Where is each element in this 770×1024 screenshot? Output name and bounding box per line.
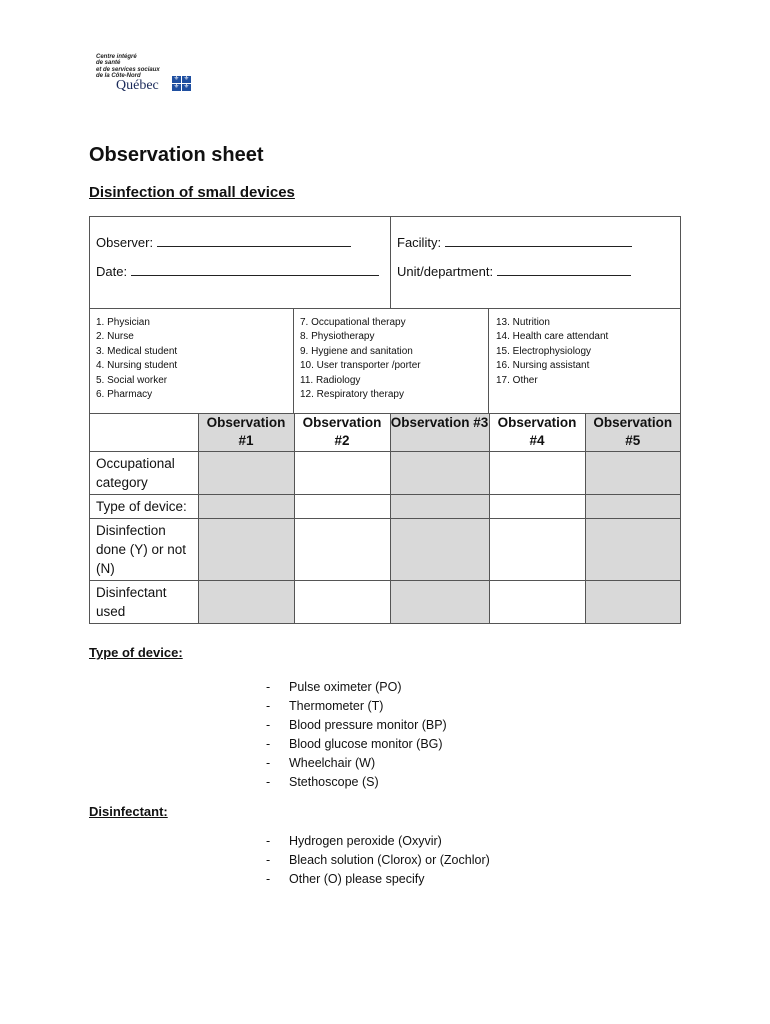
- list-item: - Stethoscope (S): [266, 773, 447, 792]
- observation-4-header: Observation #4: [489, 414, 585, 452]
- observation-cell[interactable]: [489, 519, 585, 581]
- observation-cell[interactable]: [489, 581, 585, 624]
- category-column-1: [96, 316, 177, 402]
- observation-cell[interactable]: [198, 452, 294, 495]
- table-header-row: [90, 414, 680, 452]
- page-subtitle: Disinfection of small devices: [89, 184, 295, 201]
- category-item: 9. Hygiene and sanitation: [300, 345, 413, 357]
- observation-cell[interactable]: [585, 581, 680, 624]
- observation-cell[interactable]: [585, 519, 680, 581]
- list-item: - Bleach solution (Clorox) or (Zochlor): [266, 851, 490, 870]
- observation-cell[interactable]: [489, 452, 585, 495]
- unit-label: Unit/department:: [397, 264, 494, 279]
- list-item: - Wheelchair (W): [266, 754, 447, 773]
- category-column-3: [496, 316, 608, 388]
- date-field[interactable]: [96, 263, 379, 279]
- table-row: [90, 519, 680, 581]
- unit-field[interactable]: [397, 263, 631, 279]
- logo-line: Centre intégré: [96, 54, 137, 60]
- observation-cell[interactable]: [198, 519, 294, 581]
- observation-cell[interactable]: [585, 495, 680, 519]
- table-row: [90, 495, 680, 519]
- list-item: - Blood pressure monitor (BP): [266, 716, 447, 735]
- observation-form: [89, 216, 681, 624]
- observation-3-header: Observation #3: [390, 414, 489, 452]
- category-item: 5. Social worker: [96, 374, 168, 386]
- divider: [390, 217, 391, 308]
- observer-field[interactable]: [96, 234, 351, 250]
- disinfectant-heading: Disinfectant:: [89, 804, 168, 819]
- list-item: - Blood glucose monitor (BG): [266, 735, 447, 754]
- quebec-wordmark: Québec: [116, 78, 159, 93]
- row-label-type-of-device: Type of device:: [90, 495, 198, 519]
- observation-cell[interactable]: [390, 452, 489, 495]
- observation-cell[interactable]: [390, 581, 489, 624]
- category-item: 2. Nurse: [96, 331, 134, 343]
- category-item: 13. Nutrition: [496, 317, 550, 328]
- observation-cell[interactable]: [294, 495, 390, 519]
- observation-table: [90, 414, 680, 623]
- form-info-section: [90, 217, 680, 309]
- category-item: 1. Physician: [96, 317, 150, 328]
- observation-5-header: Observation #5: [585, 414, 680, 452]
- observation-cell[interactable]: [294, 519, 390, 581]
- type-of-device-heading: Type of device:: [89, 645, 183, 660]
- organization-logo: [96, 54, 206, 94]
- observation-cell[interactable]: [294, 581, 390, 624]
- logo-line: de la Côte-Nord: [96, 73, 141, 80]
- observation-1-header: Observation #1: [198, 414, 294, 452]
- facility-input-line[interactable]: [445, 234, 632, 247]
- observer-label: Observer:: [96, 235, 154, 250]
- category-item: 16. Nursing assistant: [496, 360, 590, 372]
- page-title: Observation sheet: [89, 144, 264, 166]
- observation-cell[interactable]: [390, 519, 489, 581]
- observation-cell[interactable]: [198, 495, 294, 519]
- header-blank-cell: [90, 414, 198, 452]
- logo-line: de santé: [96, 60, 121, 67]
- fleur-de-lis-flag-icon: ⚜ ⚜ ⚜ ⚜: [173, 76, 190, 90]
- observation-cell[interactable]: [390, 495, 489, 519]
- facility-field[interactable]: [397, 234, 632, 250]
- list-item: - Pulse oximeter (PO): [266, 678, 447, 697]
- date-input-line[interactable]: [131, 263, 379, 276]
- observation-cell[interactable]: [489, 495, 585, 519]
- table-row: [90, 452, 680, 495]
- observer-input-line[interactable]: [157, 234, 351, 247]
- row-label-disinfectant-used: Disinfectant used: [90, 581, 198, 624]
- category-item: 17. Other: [496, 374, 538, 386]
- category-item: 14. Health care attendant: [496, 331, 609, 343]
- table-row: [90, 581, 680, 624]
- occupational-categories-legend: [90, 309, 680, 414]
- divider: [488, 309, 489, 413]
- row-label-occupational-category: Occupational category: [90, 452, 198, 495]
- category-item: 6. Pharmacy: [96, 389, 153, 401]
- category-item: 12. Respiratory therapy: [300, 389, 404, 401]
- disinfectant-list: [266, 832, 490, 889]
- category-item: 8. Physiotherapy: [300, 331, 375, 343]
- list-item: - Thermometer (T): [266, 697, 447, 716]
- date-label: Date:: [96, 264, 128, 279]
- observation-cell[interactable]: [294, 452, 390, 495]
- list-item: - Other (O) please specify: [266, 870, 490, 889]
- category-item: 15. Electrophysiology: [496, 345, 592, 357]
- unit-input-line[interactable]: [497, 263, 631, 276]
- category-item: 7. Occupational therapy: [300, 317, 406, 328]
- category-item: 3. Medical student: [96, 345, 178, 357]
- device-type-list: [266, 678, 447, 792]
- list-item: - Hydrogen peroxide (Oxyvir): [266, 832, 490, 851]
- facility-label: Facility:: [397, 235, 442, 250]
- logo-line: et de services sociaux: [96, 66, 160, 73]
- divider: [293, 309, 294, 413]
- observation-cell[interactable]: [585, 452, 680, 495]
- category-item: 4. Nursing student: [96, 360, 178, 372]
- row-label-disinfection-done: Disinfection done (Y) or not (N): [90, 519, 198, 581]
- observation-cell[interactable]: [198, 581, 294, 624]
- category-column-2: [300, 316, 421, 402]
- observation-2-header: Observation #2: [294, 414, 390, 452]
- category-item: 10. User transporter /porter: [300, 360, 421, 372]
- category-item: 11. Radiology: [300, 374, 361, 386]
